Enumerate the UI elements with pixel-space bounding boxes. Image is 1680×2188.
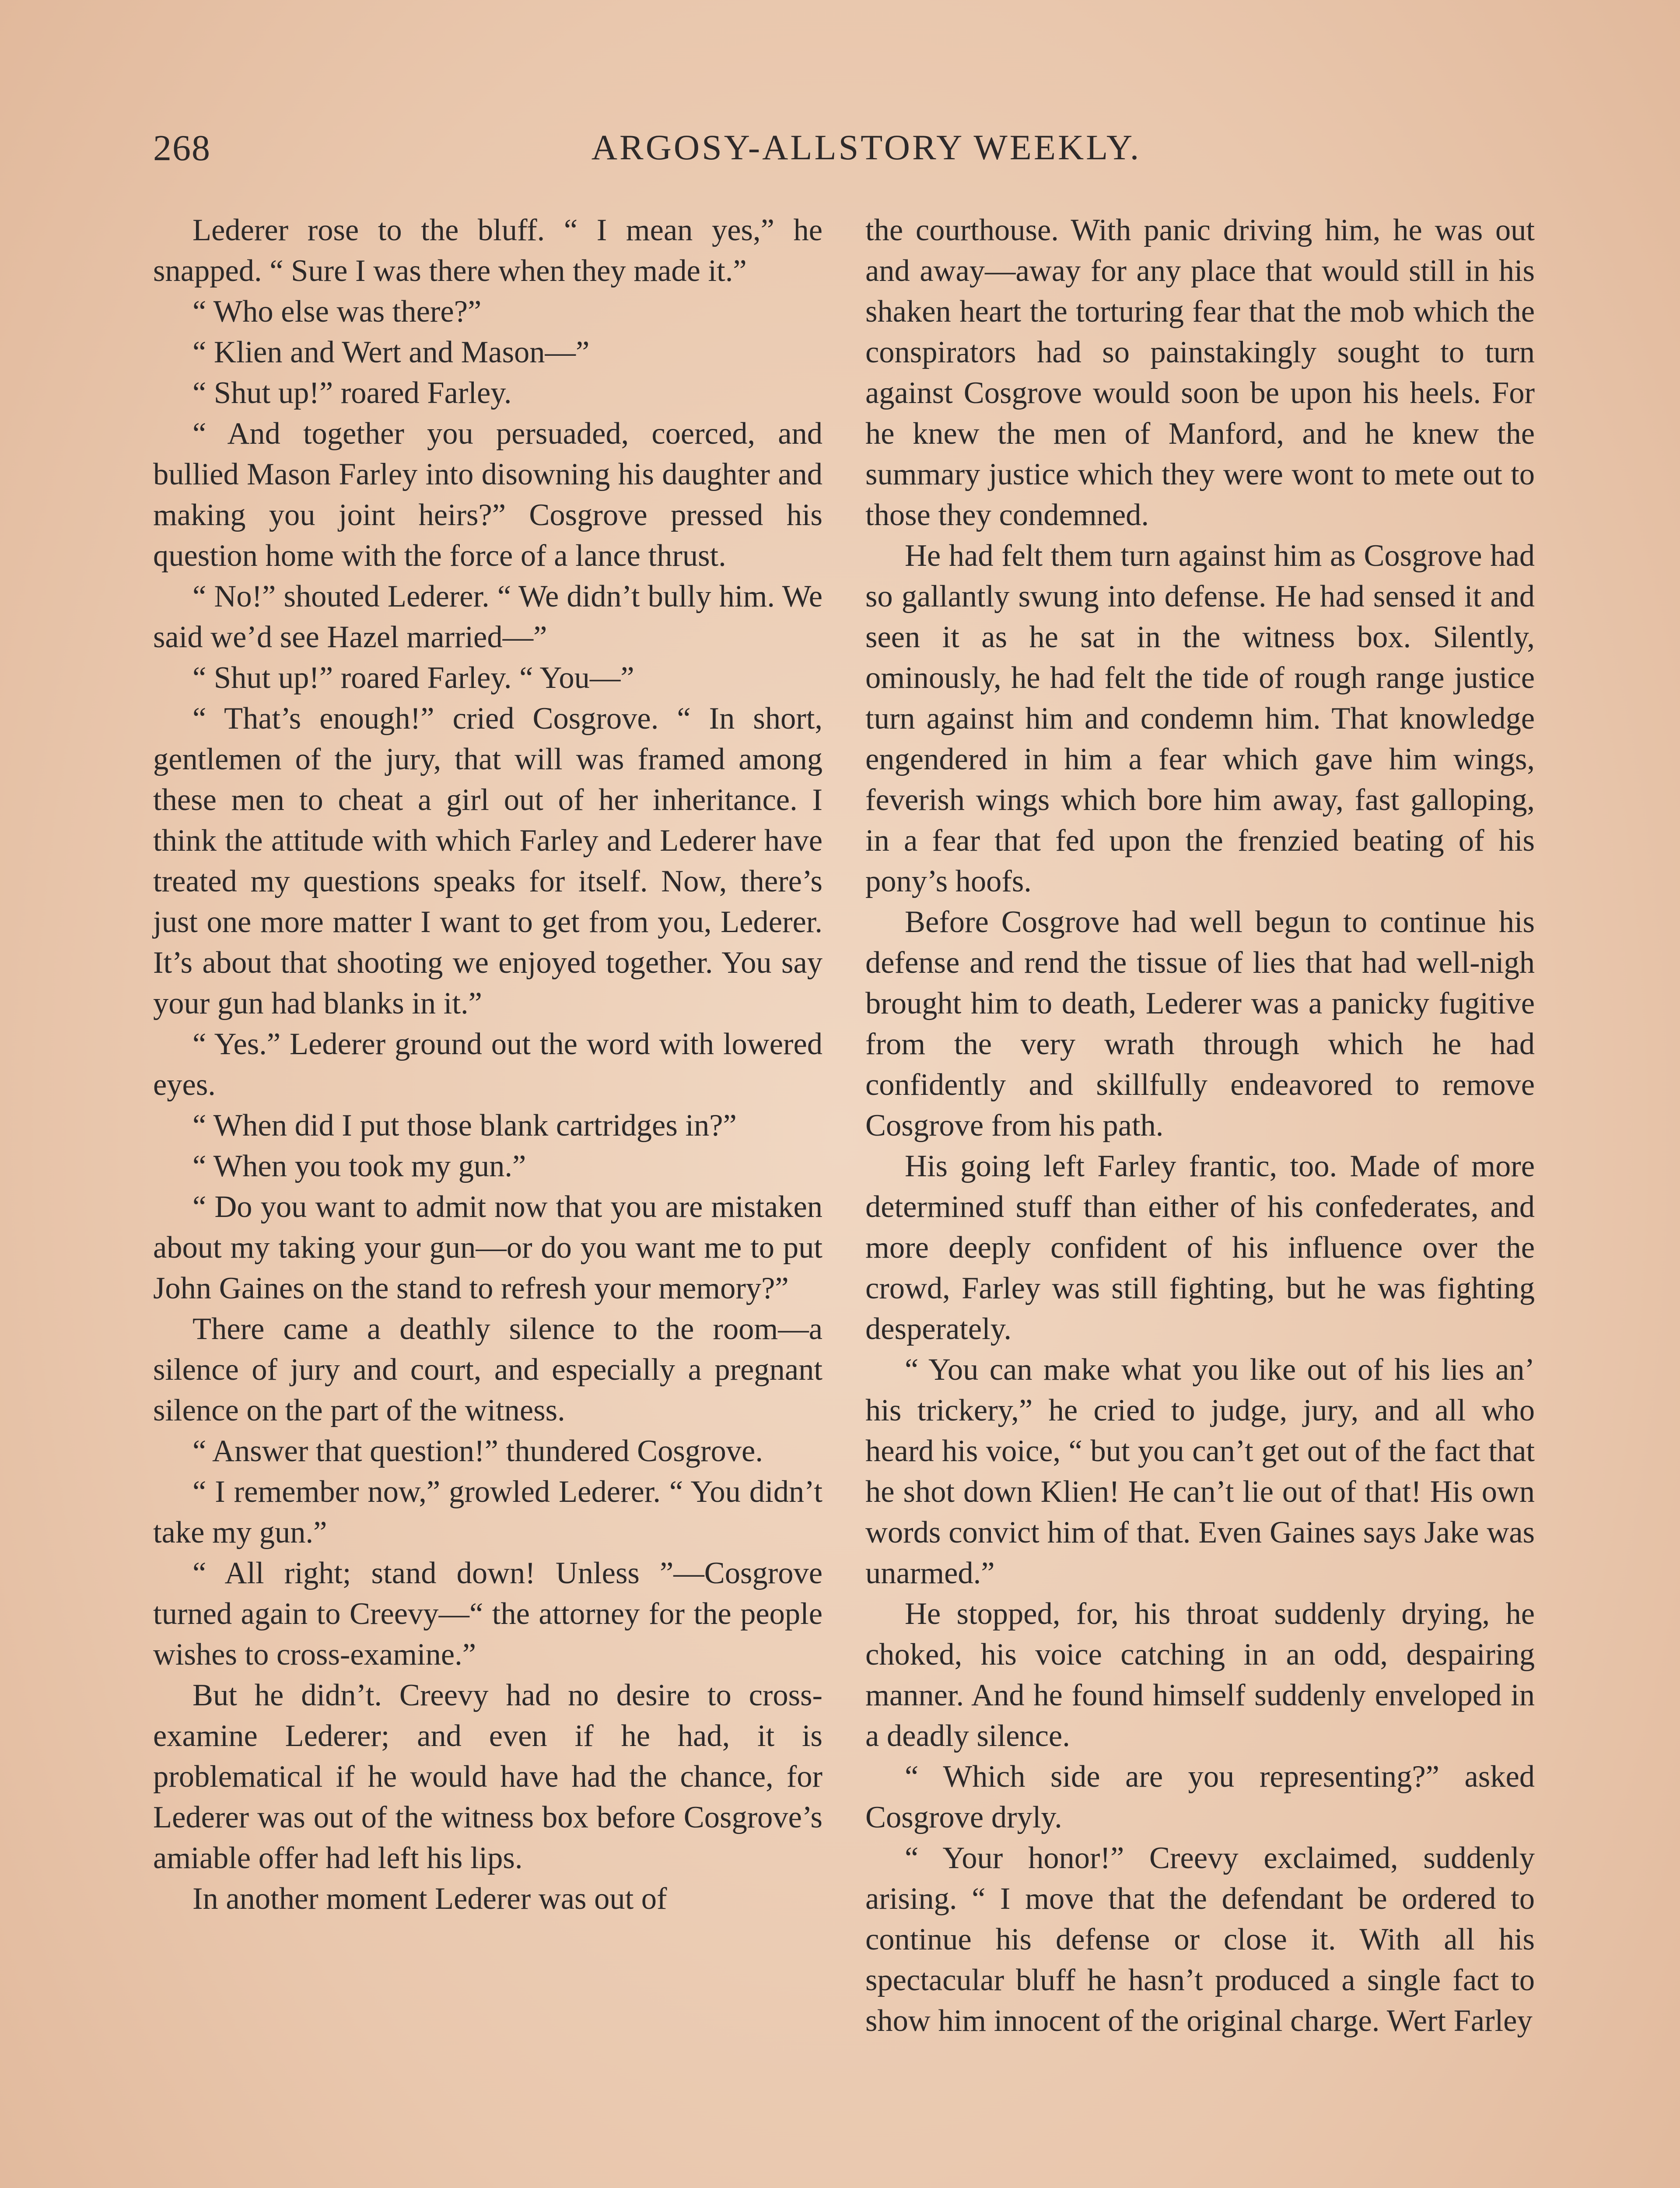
paragraph: His going left Farley frantic, too. Made of more determined stuff than either of his confederates, and more deeply confident of his influence over the crowd, Farley was still fighting, but he was fighting desperately. <box>865 1149 1535 1346</box>
paragraph: “ That’s enough!” cried Cosgrove. “ In short, gentlemen of the jury, that will was framed among these men to cheat a girl out of her inheritance. I think the attitude with which Farley and Lederer have treated my questions speaks for itself. Now, there’s just one more matter I want to get from you, Lederer. It’s about that shooting we enjoyed together. You say your gun had blanks in it.” <box>153 701 822 1020</box>
paragraph: “ Do you want to admit now that you are mistaken about my taking your gun—or do you want me to put John Gaines on the stand to refresh your memory?” <box>153 1190 822 1305</box>
paragraph: the courthouse. With panic driving him, he was out and away—away for any place that would still in his shaken heart the torturing fear that the mob which the conspirators had so painstakingly sought to turn against Cosgrove would soon be upon his heels. For he knew the men of Manford, and he knew the summary justice which they were wont to mete out to those they condemned. <box>865 213 1535 532</box>
paragraph: Before Cosgrove had well begun to continue his defense and rend the tissue of lies that had well-nigh brought him to death, Lederer was a panicky fugitive from the very wrath through which he had confidently and skillfully endeavored to remove Cosgrove from his path. <box>865 905 1535 1143</box>
paragraph: There came a deathly silence to the room—a silence of jury and court, and especially a pregnant silence on the part of the witness. <box>153 1312 822 1427</box>
page-header <box>153 127 1579 179</box>
paragraph: “ You can make what you like out of his lies an’ his trickery,” he cried to judge, jury, and all who heard his voice, “ but you can’t get out of the fact that he shot down Klien! He can’t lie out of that! His own words convict him of that. Even Gaines says Jake was unarmed.” <box>865 1353 1535 1590</box>
left-text-column <box>153 210 822 1919</box>
paragraph: “ Who else was there?” <box>192 295 482 329</box>
right-text-column <box>865 210 1535 2041</box>
paragraph: “ Your honor!” Creevy exclaimed, suddenly arising. “ I move that the defendant be ordered to continue his defense or close it. With all his spectacular bluff he hasn’t produced a single fact to show him innocent of the original charge. Wert Farley <box>865 1841 1535 2038</box>
paragraph: “ Shut up!” roared Farley. <box>192 376 512 410</box>
paragraph: “ When you took my gun.” <box>192 1149 526 1183</box>
page-number: 268 <box>153 128 211 168</box>
paragraph: “ And together you persuaded, coerced, and bullied Mason Farley into disowning his daughter and making you joint heirs?” Cosgrove pressed his question home with the force of a lance thrust. <box>153 417 822 573</box>
paragraph: He had felt them turn against him as Cosgrove had so gallantly swung into defense. He had sensed it and seen it as he sat in the witness box. Silently, ominously, he had felt the tide of rough range justice turn against him and condemn him. That knowledge engendered in him a fear which gave him wings, feverish wings which bore him away, fast galloping, in a fear that fed upon the frenzied beating of his pony’s hoofs. <box>865 539 1535 898</box>
paragraph: “ No!” shouted Lederer. “ We didn’t bully him. We said we’d see Hazel married—” <box>153 579 822 654</box>
paragraph: In another moment Lederer was out of <box>192 1882 667 1916</box>
paragraph: “ Klien and Wert and Mason—” <box>192 335 590 369</box>
paragraph: “ Answer that question!” thundered Cosgrove. <box>192 1434 763 1468</box>
paragraph: “ I remember now,” growled Lederer. “ You didn’t take my gun.” <box>153 1475 822 1550</box>
paragraph: But he didn’t. Creevy had no desire to cross-examine Lederer; and even if he had, it is problematical if he would have had the chance, for Lederer was out of the witness box before Cosgrove’s amiable offer had left his lips. <box>153 1678 822 1875</box>
paragraph: “ Yes.” Lederer ground out the word with lowered eyes. <box>153 1027 822 1102</box>
paragraph: He stopped, for, his throat suddenly drying, he choked, his voice catching in an odd, despairing manner. And he found himself suddenly enveloped in a deadly silence. <box>865 1597 1535 1753</box>
running-title: ARGOSY-ALLSTORY WEEKLY. <box>591 127 1141 167</box>
paragraph: “ When did I put those blank cartridges in?” <box>192 1108 737 1143</box>
paragraph: “ All right; stand down! Unless ”—Cosgrove turned again to Creevy—“ the attorney for the people wishes to cross-examine.” <box>153 1556 822 1672</box>
paragraph: “ Which side are you representing?” asked Cosgrove dryly. <box>865 1760 1535 1834</box>
paragraph: “ Shut up!” roared Farley. “ You—” <box>192 661 634 695</box>
paragraph: Lederer rose to the bluff. “ I mean yes,” he snapped. “ Sure I was there when they made it.” <box>153 213 822 288</box>
